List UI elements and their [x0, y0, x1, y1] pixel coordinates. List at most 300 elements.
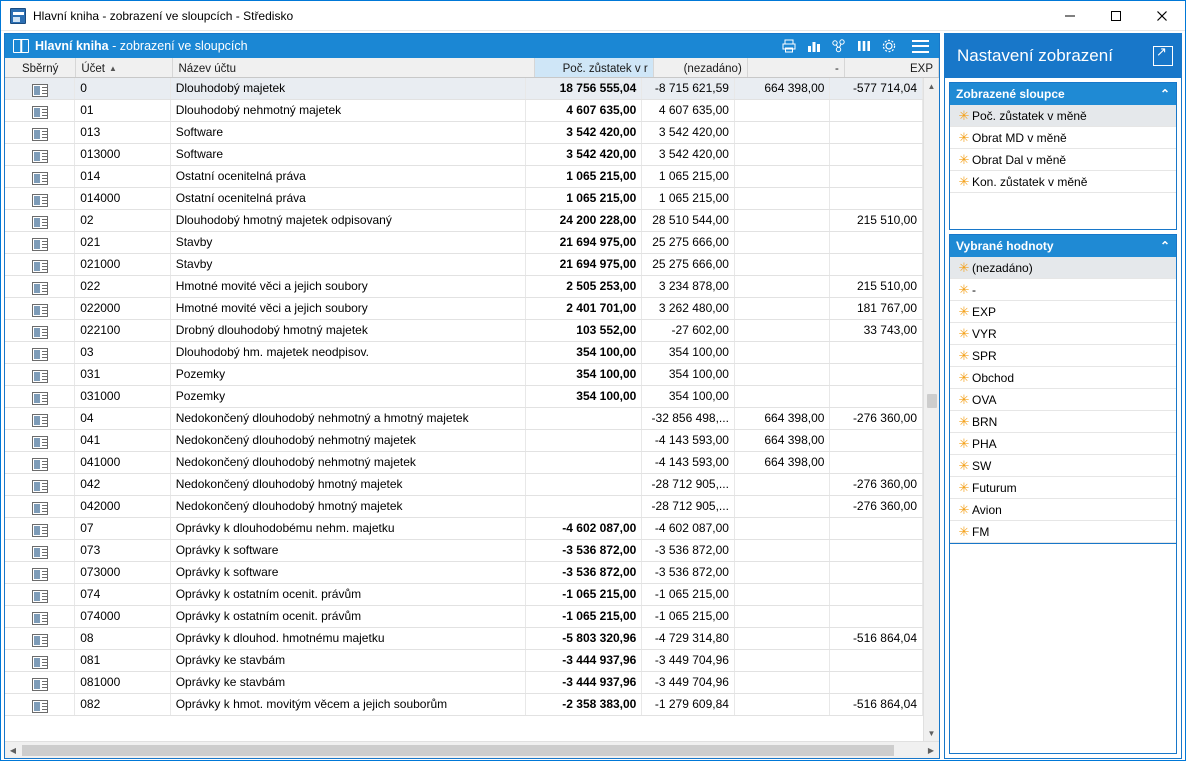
row-marker-cell[interactable]	[5, 144, 75, 165]
cell-poc-zustatek: 2 505 253,00	[526, 276, 643, 297]
table-row[interactable]	[5, 144, 923, 166]
chevron-up-icon[interactable]: ⌃	[1159, 87, 1170, 101]
asterisk-icon: ✳	[958, 347, 970, 363]
cell-nezadano: 354 100,00	[642, 364, 735, 385]
row-marker-cell[interactable]	[5, 452, 75, 473]
popout-icon[interactable]	[1153, 46, 1173, 66]
table-row[interactable]	[5, 606, 923, 628]
cell-nazev-uctu: Nedokončený dlouhodobý hmotný majetek	[171, 496, 526, 517]
cell-poc-zustatek	[526, 496, 643, 517]
list-item[interactable]	[950, 279, 1176, 301]
cell-exp	[830, 540, 923, 561]
list-item-label: BRN	[972, 414, 998, 429]
list-item-label: Kon. zůstatek v měně	[972, 174, 1088, 189]
cell-nazev-uctu: Stavby	[171, 254, 526, 275]
cell-dash	[735, 320, 830, 341]
cell-nezadano: -4 729 314,80	[642, 628, 735, 649]
cell-ucet: 0	[75, 78, 170, 99]
asterisk-icon: ✳	[958, 107, 970, 123]
row-marker-cell[interactable]	[5, 430, 75, 451]
cell-ucet: 02	[75, 210, 170, 231]
gear-icon[interactable]	[881, 38, 897, 54]
cell-dash	[735, 650, 830, 671]
scroll-up-arrow[interactable]: ▲	[927, 81, 936, 91]
list-item[interactable]	[950, 521, 1176, 543]
grid-caption-rest: - zobrazení ve sloupcích	[108, 39, 248, 53]
list-item-label: OVA	[972, 392, 997, 407]
cell-ucet: 013	[75, 122, 170, 143]
asterisk-icon: ✳	[958, 369, 970, 385]
row-marker-cell[interactable]	[5, 364, 75, 385]
row-marker-cell[interactable]	[5, 628, 75, 649]
title-bar	[1, 1, 1185, 31]
cell-ucet: 042000	[75, 496, 170, 517]
cell-dash	[735, 496, 830, 517]
record-icon	[32, 128, 48, 141]
column-header-dash[interactable]: -	[748, 58, 845, 77]
cell-nezadano: -1 065 215,00	[642, 606, 735, 627]
row-marker-cell[interactable]	[5, 188, 75, 209]
cell-poc-zustatek: 4 607 635,00	[526, 100, 643, 121]
ledger-grid-pane	[4, 33, 940, 759]
cell-nezadano: 4 607 635,00	[642, 100, 735, 121]
cell-exp: -276 360,00	[830, 474, 923, 495]
pivot-icon[interactable]	[831, 38, 847, 54]
panel-title-bar	[945, 34, 1181, 78]
cell-exp: -276 360,00	[830, 408, 923, 429]
cell-nazev-uctu: Dlouhodobý hm. majetek neodpisov.	[171, 342, 526, 363]
cell-poc-zustatek: 21 694 975,00	[526, 254, 643, 275]
table-row[interactable]	[5, 694, 923, 716]
list-item[interactable]	[950, 411, 1176, 433]
column-header-exp[interactable]: EXP	[845, 58, 939, 77]
cell-exp: 33 743,00	[830, 320, 923, 341]
cell-exp	[830, 188, 923, 209]
cell-poc-zustatek: 3 542 420,00	[526, 122, 643, 143]
row-marker-cell[interactable]	[5, 540, 75, 561]
cell-nezadano: 3 262 480,00	[642, 298, 735, 319]
cell-ucet: 021	[75, 232, 170, 253]
cell-ucet: 074000	[75, 606, 170, 627]
cell-poc-zustatek: 2 401 701,00	[526, 298, 643, 319]
window-body	[1, 31, 1185, 761]
scroll-right-arrow[interactable]: ▶	[927, 745, 935, 755]
table-row[interactable]	[5, 672, 923, 694]
cell-nezadano: -3 449 704,96	[642, 672, 735, 693]
row-marker-cell[interactable]	[5, 562, 75, 583]
list-item-label: SW	[972, 458, 992, 473]
cell-nazev-uctu: Pozemky	[171, 386, 526, 407]
list-item[interactable]	[950, 389, 1176, 411]
asterisk-icon: ✳	[958, 151, 970, 167]
panel-section-title: Zobrazené sloupce	[956, 87, 1065, 101]
record-icon	[32, 216, 48, 229]
panel-section-title: Vybrané hodnoty	[956, 239, 1054, 253]
table-row[interactable]	[5, 254, 923, 276]
list-item[interactable]	[950, 477, 1176, 499]
list-item[interactable]	[950, 105, 1176, 127]
cell-exp: -516 864,04	[830, 694, 923, 715]
list-item-label: Avion	[972, 502, 1002, 517]
cell-nezadano: -3 536 872,00	[642, 540, 735, 561]
ledger-book-icon	[13, 39, 29, 53]
cell-nezadano: -28 712 905,...	[642, 496, 735, 517]
record-icon	[32, 282, 48, 295]
cell-poc-zustatek: -4 602 087,00	[526, 518, 643, 539]
list-item[interactable]	[950, 149, 1176, 171]
table-row[interactable]	[5, 232, 923, 254]
cell-nazev-uctu: Ostatní ocenitelná práva	[171, 166, 526, 187]
record-icon	[32, 568, 48, 581]
cell-nazev-uctu: Drobný dlouhodobý hmotný majetek	[171, 320, 526, 341]
record-icon	[32, 348, 48, 361]
asterisk-icon: ✳	[958, 457, 970, 473]
cell-poc-zustatek: 21 694 975,00	[526, 232, 643, 253]
cell-ucet: 042	[75, 474, 170, 495]
panel-section	[949, 82, 1177, 230]
table-row[interactable]	[5, 188, 923, 210]
table-row[interactable]	[5, 584, 923, 606]
record-icon	[32, 238, 48, 251]
cell-poc-zustatek: -3 444 937,96	[526, 650, 643, 671]
list-item[interactable]	[950, 455, 1176, 477]
grid-scroll-area	[5, 78, 939, 741]
cell-exp: 215 510,00	[830, 210, 923, 231]
cell-nezadano: 354 100,00	[642, 342, 735, 363]
row-marker-cell[interactable]	[5, 386, 75, 407]
table-row[interactable]	[5, 562, 923, 584]
cell-nazev-uctu: Nedokončený dlouhodobý nehmotný majetek	[171, 430, 526, 451]
list-item-label: EXP	[972, 304, 997, 319]
cell-nezadano: -1 279 609,84	[642, 694, 735, 715]
row-marker-cell[interactable]	[5, 694, 75, 715]
cell-nazev-uctu: Nedokončený dlouhodobý hmotný majetek	[171, 474, 526, 495]
cell-nezadano: -4 602 087,00	[642, 518, 735, 539]
table-row[interactable]	[5, 540, 923, 562]
cell-dash	[735, 276, 830, 297]
cell-poc-zustatek: 18 756 555,04	[526, 78, 643, 99]
close-button[interactable]	[1139, 1, 1185, 31]
panel-section-header[interactable]	[950, 235, 1176, 257]
row-marker-cell[interactable]	[5, 672, 75, 693]
table-row[interactable]	[5, 452, 923, 474]
table-row[interactable]	[5, 364, 923, 386]
table-row[interactable]	[5, 320, 923, 342]
table-row[interactable]	[5, 166, 923, 188]
asterisk-icon: ✳	[958, 501, 970, 517]
cell-exp	[830, 254, 923, 275]
list-item[interactable]	[950, 433, 1176, 455]
table-row[interactable]	[5, 628, 923, 650]
panel-title: Nastavení zobrazení	[957, 46, 1113, 65]
table-row[interactable]	[5, 474, 923, 496]
cell-dash	[735, 518, 830, 539]
maximize-button[interactable]	[1093, 1, 1139, 31]
table-row[interactable]	[5, 78, 923, 100]
cell-exp: -516 864,04	[830, 628, 923, 649]
table-row[interactable]	[5, 496, 923, 518]
cell-poc-zustatek: -2 358 383,00	[526, 694, 643, 715]
cell-dash	[735, 694, 830, 715]
row-marker-cell[interactable]	[5, 408, 75, 429]
cell-nazev-uctu: Software	[171, 122, 526, 143]
cell-poc-zustatek: 354 100,00	[526, 342, 643, 363]
record-icon	[32, 260, 48, 273]
cell-nezadano: 3 234 878,00	[642, 276, 735, 297]
list-item[interactable]	[950, 323, 1176, 345]
asterisk-icon: ✳	[958, 259, 970, 275]
cell-nezadano: -4 143 593,00	[642, 430, 735, 451]
cell-dash	[735, 122, 830, 143]
cell-dash	[735, 254, 830, 275]
grid-horizontal-scrollbar[interactable]	[5, 741, 939, 758]
cell-exp	[830, 122, 923, 143]
cell-poc-zustatek: 1 065 215,00	[526, 166, 643, 187]
list-item-label: PHA	[972, 436, 997, 451]
table-row[interactable]	[5, 210, 923, 232]
record-icon	[32, 546, 48, 559]
list-item[interactable]	[950, 257, 1176, 279]
list-item[interactable]	[950, 345, 1176, 367]
list-item[interactable]	[950, 127, 1176, 149]
asterisk-icon: ✳	[958, 129, 970, 145]
cell-nezadano: 1 065 215,00	[642, 188, 735, 209]
cell-dash	[735, 188, 830, 209]
list-item-label: FM	[972, 524, 990, 539]
cell-dash: 664 398,00	[735, 408, 830, 429]
cell-exp	[830, 650, 923, 671]
cell-ucet: 073000	[75, 562, 170, 583]
panel-sections	[945, 78, 1181, 544]
cell-poc-zustatek: -1 065 215,00	[526, 584, 643, 605]
column-header-poc-zustatek[interactable]: Poč. zůstatek v r	[535, 58, 654, 77]
print-icon[interactable]	[781, 38, 797, 54]
list-item-label: Obrat MD v měně	[972, 130, 1067, 145]
grid-vertical-scrollbar[interactable]	[923, 78, 939, 741]
asterisk-icon: ✳	[958, 303, 970, 319]
minimize-button[interactable]	[1047, 1, 1093, 31]
panel-section-list	[950, 105, 1176, 193]
row-marker-cell[interactable]	[5, 210, 75, 231]
cell-poc-zustatek: -3 444 937,96	[526, 672, 643, 693]
grid-column-headers	[5, 58, 939, 78]
row-marker-cell[interactable]	[5, 100, 75, 121]
cell-ucet: 031	[75, 364, 170, 385]
cell-dash	[735, 342, 830, 363]
vertical-scroll-thumb[interactable]	[927, 394, 937, 408]
row-marker-cell[interactable]	[5, 584, 75, 605]
cell-exp	[830, 144, 923, 165]
table-row[interactable]	[5, 430, 923, 452]
cell-ucet: 081	[75, 650, 170, 671]
cell-dash	[735, 474, 830, 495]
row-marker-cell[interactable]	[5, 166, 75, 187]
cell-poc-zustatek: 354 100,00	[526, 386, 643, 407]
scroll-down-arrow[interactable]: ▼	[927, 728, 936, 738]
application-icon	[10, 8, 26, 24]
column-header-sberny[interactable]: Sběrný	[5, 58, 76, 77]
cell-exp	[830, 606, 923, 627]
cell-poc-zustatek	[526, 408, 643, 429]
cell-dash: 664 398,00	[735, 430, 830, 451]
row-marker-cell[interactable]	[5, 606, 75, 627]
row-marker-cell[interactable]	[5, 276, 75, 297]
asterisk-icon: ✳	[958, 523, 970, 539]
list-item[interactable]	[950, 301, 1176, 323]
table-row[interactable]	[5, 276, 923, 298]
cell-nezadano: 3 542 420,00	[642, 122, 735, 143]
table-row[interactable]	[5, 298, 923, 320]
cell-exp	[830, 452, 923, 473]
list-item-label: SPR	[972, 348, 997, 363]
cell-exp	[830, 342, 923, 363]
cell-ucet: 013000	[75, 144, 170, 165]
asterisk-icon: ✳	[958, 435, 970, 451]
record-icon	[32, 656, 48, 669]
row-marker-cell[interactable]	[5, 320, 75, 341]
cell-nazev-uctu: Software	[171, 144, 526, 165]
cell-nazev-uctu: Oprávky k software	[171, 562, 526, 583]
row-marker-cell[interactable]	[5, 342, 75, 363]
cell-exp: -577 714,04	[830, 78, 923, 99]
row-marker-cell[interactable]	[5, 496, 75, 517]
cell-ucet: 074	[75, 584, 170, 605]
grid-caption-text	[35, 39, 781, 53]
cell-nezadano: -32 856 498,...	[642, 408, 735, 429]
cell-ucet: 081000	[75, 672, 170, 693]
row-marker-cell[interactable]	[5, 650, 75, 671]
cell-ucet: 014000	[75, 188, 170, 209]
table-row[interactable]	[5, 122, 923, 144]
cell-ucet: 08	[75, 628, 170, 649]
chart-icon[interactable]	[806, 38, 822, 54]
cell-dash	[735, 100, 830, 121]
cell-exp	[830, 232, 923, 253]
asterisk-icon: ✳	[958, 173, 970, 189]
asterisk-icon: ✳	[958, 479, 970, 495]
cell-nazev-uctu: Nedokončený dlouhodobý nehmotný majetek	[171, 452, 526, 473]
cell-nazev-uctu: Pozemky	[171, 364, 526, 385]
list-item-label: Obchod	[972, 370, 1015, 385]
record-icon	[32, 150, 48, 163]
cell-dash	[735, 606, 830, 627]
cell-poc-zustatek: -3 536 872,00	[526, 540, 643, 561]
cell-nazev-uctu: Oprávky k dlouhod. hmotnému majetku	[171, 628, 526, 649]
cell-nezadano: -28 712 905,...	[642, 474, 735, 495]
panel-section-header[interactable]	[950, 83, 1176, 105]
cell-ucet: 022100	[75, 320, 170, 341]
horizontal-scroll-thumb[interactable]	[22, 745, 894, 756]
asterisk-icon: ✳	[958, 413, 970, 429]
cell-ucet: 073	[75, 540, 170, 561]
row-marker-cell[interactable]	[5, 232, 75, 253]
list-item[interactable]	[950, 499, 1176, 521]
grid-toolbar	[781, 38, 935, 54]
scroll-left-arrow[interactable]: ◀	[9, 745, 17, 755]
column-header-nazev-uctu[interactable]: Název účtu	[173, 58, 534, 77]
cell-ucet: 021000	[75, 254, 170, 275]
cell-ucet: 014	[75, 166, 170, 187]
list-item-label: (nezadáno)	[972, 260, 1033, 275]
row-marker-cell[interactable]	[5, 122, 75, 143]
row-marker-cell[interactable]	[5, 518, 75, 539]
cell-dash	[735, 562, 830, 583]
table-row[interactable]	[5, 386, 923, 408]
cell-poc-zustatek	[526, 474, 643, 495]
cell-exp	[830, 584, 923, 605]
table-row[interactable]	[5, 342, 923, 364]
cell-dash	[735, 628, 830, 649]
record-icon	[32, 84, 48, 97]
vertical-scroll-track[interactable]	[924, 94, 940, 725]
record-icon	[32, 392, 48, 405]
cell-dash	[735, 166, 830, 187]
list-item[interactable]	[950, 367, 1176, 389]
grid-caption-bold: Hlavní kniha	[35, 39, 109, 53]
cell-nazev-uctu: Oprávky k hmot. movitým věcem a jejich souborům	[171, 694, 526, 715]
chevron-up-icon[interactable]: ⌃	[1159, 239, 1170, 253]
cell-nezadano: 28 510 544,00	[642, 210, 735, 231]
cell-poc-zustatek: -1 065 215,00	[526, 606, 643, 627]
cell-poc-zustatek: -5 803 320,96	[526, 628, 643, 649]
menu-icon[interactable]	[912, 40, 929, 53]
cell-exp	[830, 364, 923, 385]
row-marker-cell[interactable]	[5, 78, 75, 99]
column-header-nezadano[interactable]: (nezadáno)	[654, 58, 748, 77]
row-marker-cell[interactable]	[5, 254, 75, 275]
table-row[interactable]	[5, 650, 923, 672]
cell-nazev-uctu: Oprávky k ostatním ocenit. právům	[171, 606, 526, 627]
horizontal-scroll-track[interactable]	[21, 742, 923, 759]
table-row[interactable]	[5, 518, 923, 540]
cell-poc-zustatek: 103 552,00	[526, 320, 643, 341]
cell-ucet: 041000	[75, 452, 170, 473]
cell-nezadano: -27 602,00	[642, 320, 735, 341]
cell-nazev-uctu: Dlouhodobý majetek	[171, 78, 526, 99]
cell-poc-zustatek	[526, 430, 643, 451]
cell-ucet: 041	[75, 430, 170, 451]
record-icon	[32, 634, 48, 647]
cell-nazev-uctu: Dlouhodobý nehmotný majetek	[171, 100, 526, 121]
panel-section	[949, 234, 1177, 544]
record-icon	[32, 678, 48, 691]
table-row[interactable]	[5, 100, 923, 122]
row-marker-cell[interactable]	[5, 474, 75, 495]
cell-nezadano: -3 449 704,96	[642, 650, 735, 671]
cell-dash	[735, 672, 830, 693]
record-icon	[32, 502, 48, 515]
cell-nezadano: 25 275 666,00	[642, 254, 735, 275]
cell-dash	[735, 210, 830, 231]
cell-nazev-uctu: Oprávky k software	[171, 540, 526, 561]
cell-dash	[735, 540, 830, 561]
table-row[interactable]	[5, 408, 923, 430]
cell-nezadano: -3 536 872,00	[642, 562, 735, 583]
cell-nazev-uctu: Oprávky k ostatním ocenit. právům	[171, 584, 526, 605]
record-icon	[32, 612, 48, 625]
cell-exp: 215 510,00	[830, 276, 923, 297]
cell-nazev-uctu: Hmotné movité věci a jejich soubory	[171, 276, 526, 297]
column-header-ucet[interactable]	[76, 58, 173, 77]
columns-icon[interactable]	[856, 38, 872, 54]
cell-nezadano: -4 143 593,00	[642, 452, 735, 473]
cell-nazev-uctu: Oprávky k dlouhodobému nehm. majetku	[171, 518, 526, 539]
cell-exp	[830, 672, 923, 693]
row-marker-cell[interactable]	[5, 298, 75, 319]
cell-dash: 664 398,00	[735, 452, 830, 473]
cell-exp	[830, 100, 923, 121]
list-item[interactable]	[950, 171, 1176, 193]
